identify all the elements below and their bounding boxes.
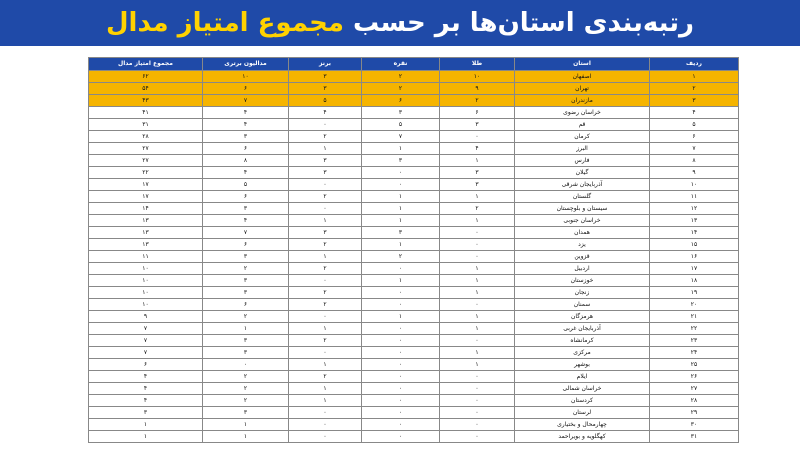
gold-cell: ۰: [440, 335, 515, 347]
table-row: [89, 143, 739, 155]
gold-cell: ۱: [440, 215, 515, 227]
medallion-cell: ۲: [203, 263, 289, 275]
total-cell: ۲۸: [89, 131, 203, 143]
medallion-cell: ۳: [203, 347, 289, 359]
bronze-cell: ۳: [289, 167, 362, 179]
medallion-cell: ۰: [203, 359, 289, 371]
ranking-table-container: [88, 57, 702, 443]
medallion-cell: ۶: [203, 191, 289, 203]
total-cell: ۱۷: [89, 179, 203, 191]
table-header-row: [89, 58, 739, 71]
silver-cell: ۰: [362, 359, 440, 371]
medallion-cell: ۴: [203, 167, 289, 179]
province-cell: هرمزگان: [515, 311, 650, 323]
total-cell: ۲۲: [89, 167, 203, 179]
silver-cell: ۰: [362, 299, 440, 311]
rank-cell: ۸: [650, 155, 739, 167]
province-cell: خوزستان: [515, 275, 650, 287]
rank-cell: ۱: [650, 71, 739, 83]
bronze-cell: ۰: [289, 179, 362, 191]
total-cell: ۶: [89, 359, 203, 371]
table-row: [89, 371, 739, 383]
medallion-cell: ۱: [203, 323, 289, 335]
gold-cell: ۳: [440, 167, 515, 179]
province-cell: لرستان: [515, 407, 650, 419]
medallion-cell: ۶: [203, 299, 289, 311]
total-cell: ۹: [89, 311, 203, 323]
medallion-cell: ۲: [203, 311, 289, 323]
total-cell: ۶۲: [89, 71, 203, 83]
table-row: [89, 203, 739, 215]
table-body: [89, 71, 739, 443]
total-cell: ۴۱: [89, 107, 203, 119]
table-row: [89, 383, 739, 395]
page-title: [106, 8, 694, 38]
silver-cell: ۰: [362, 371, 440, 383]
total-cell: ۴۳: [89, 95, 203, 107]
medallion-cell: ۲: [203, 383, 289, 395]
medallion-cell: ۳: [203, 203, 289, 215]
table-row: [89, 131, 739, 143]
rank-cell: ۱۹: [650, 287, 739, 299]
silver-cell: ۳: [362, 155, 440, 167]
gold-cell: ۱: [440, 275, 515, 287]
rank-cell: ۲۴: [650, 347, 739, 359]
total-cell: ۴: [89, 371, 203, 383]
province-cell: خراسان جنوبی: [515, 215, 650, 227]
gold-cell: ۱: [440, 347, 515, 359]
bronze-cell: ۵: [289, 95, 362, 107]
rank-cell: ۲۲: [650, 323, 739, 335]
rank-cell: ۲۹: [650, 407, 739, 419]
bronze-cell: ۱: [289, 383, 362, 395]
rank-cell: ۲۳: [650, 335, 739, 347]
province-cell: کهگلویه و بویراحمد: [515, 431, 650, 443]
province-cell: زنجان: [515, 287, 650, 299]
gold-cell: ۱: [440, 311, 515, 323]
bronze-cell: ۰: [289, 419, 362, 431]
header-gold: طلا: [440, 58, 515, 71]
province-cell: اصفهان: [515, 71, 650, 83]
province-cell: یزد: [515, 239, 650, 251]
rank-cell: ۲۸: [650, 395, 739, 407]
table-row: [89, 263, 739, 275]
bronze-cell: ۲: [289, 263, 362, 275]
province-cell: سیستان و بلوچستان: [515, 203, 650, 215]
rank-cell: ۱۸: [650, 275, 739, 287]
table-row: [89, 95, 739, 107]
medallion-cell: ۳: [203, 275, 289, 287]
table-row: [89, 431, 739, 443]
medallion-cell: ۶: [203, 83, 289, 95]
bronze-cell: ۳: [289, 83, 362, 95]
rank-cell: ۳: [650, 95, 739, 107]
medallion-cell: ۴: [203, 215, 289, 227]
gold-cell: ۱: [440, 263, 515, 275]
silver-cell: ۰: [362, 395, 440, 407]
total-cell: ۷: [89, 335, 203, 347]
table-row: [89, 275, 739, 287]
province-cell: آذربایجان غربی: [515, 323, 650, 335]
gold-cell: ۱۰: [440, 71, 515, 83]
gold-cell: ۰: [440, 299, 515, 311]
header-medallion: مدالیون برتری: [203, 58, 289, 71]
bronze-cell: ۰: [289, 275, 362, 287]
province-cell: بوشهر: [515, 359, 650, 371]
table-row: [89, 287, 739, 299]
rank-cell: ۱۶: [650, 251, 739, 263]
gold-cell: ۰: [440, 371, 515, 383]
medallion-cell: ۳: [203, 131, 289, 143]
total-cell: ۱۳: [89, 215, 203, 227]
medallion-cell: ۸: [203, 155, 289, 167]
total-cell: ۱۴: [89, 203, 203, 215]
table-row: [89, 299, 739, 311]
silver-cell: ۶: [362, 95, 440, 107]
silver-cell: ۲: [362, 71, 440, 83]
table-row: [89, 335, 739, 347]
total-cell: ۵۴: [89, 83, 203, 95]
medallion-cell: ۷: [203, 95, 289, 107]
rank-cell: ۳۱: [650, 431, 739, 443]
medallion-cell: ۱: [203, 431, 289, 443]
silver-cell: ۳: [362, 107, 440, 119]
silver-cell: ۱: [362, 239, 440, 251]
table-row: [89, 311, 739, 323]
silver-cell: ۰: [362, 323, 440, 335]
table-row: [89, 227, 739, 239]
silver-cell: ۱: [362, 203, 440, 215]
province-cell: البرز: [515, 143, 650, 155]
rank-cell: ۹: [650, 167, 739, 179]
table-row: [89, 119, 739, 131]
bronze-cell: ۱: [289, 215, 362, 227]
rank-cell: ۳۰: [650, 419, 739, 431]
silver-cell: ۰: [362, 287, 440, 299]
silver-cell: ۵: [362, 119, 440, 131]
province-cell: قم: [515, 119, 650, 131]
rank-cell: ۱۰: [650, 179, 739, 191]
province-cell: خراسان شمالی: [515, 383, 650, 395]
bronze-cell: ۱: [289, 251, 362, 263]
rank-cell: ۱۳: [650, 215, 739, 227]
bronze-cell: ۱: [289, 323, 362, 335]
silver-cell: ۰: [362, 419, 440, 431]
medallion-cell: ۶: [203, 239, 289, 251]
medallion-cell: ۱۰: [203, 71, 289, 83]
silver-cell: ۱: [362, 191, 440, 203]
rank-cell: ۲۵: [650, 359, 739, 371]
rank-cell: ۶: [650, 131, 739, 143]
silver-cell: ۳: [362, 227, 440, 239]
rank-cell: ۴: [650, 107, 739, 119]
rank-cell: ۱۴: [650, 227, 739, 239]
table-row: [89, 323, 739, 335]
province-cell: سمنان: [515, 299, 650, 311]
table-row: [89, 395, 739, 407]
total-cell: ۳۱: [89, 119, 203, 131]
gold-cell: ۱: [440, 323, 515, 335]
bronze-cell: ۲: [289, 131, 362, 143]
total-cell: ۱۰: [89, 263, 203, 275]
medallion-cell: ۴: [203, 119, 289, 131]
medallion-cell: ۳: [203, 251, 289, 263]
province-cell: کردستان: [515, 395, 650, 407]
medallion-cell: ۳: [203, 407, 289, 419]
bronze-cell: ۲: [289, 287, 362, 299]
silver-cell: ۲: [362, 251, 440, 263]
table-row: [89, 407, 739, 419]
silver-cell: ۱: [362, 311, 440, 323]
total-cell: ۱۱: [89, 251, 203, 263]
silver-cell: ۷: [362, 131, 440, 143]
gold-cell: ۴: [440, 143, 515, 155]
gold-cell: ۰: [440, 239, 515, 251]
province-cell: گیلان: [515, 167, 650, 179]
province-cell: قزوین: [515, 251, 650, 263]
province-cell: کرمان: [515, 131, 650, 143]
header-province: استان: [515, 58, 650, 71]
medallion-cell: ۴: [203, 107, 289, 119]
rank-cell: ۲۷: [650, 383, 739, 395]
bronze-cell: ۱: [289, 143, 362, 155]
table-row: [89, 179, 739, 191]
bronze-cell: ۱: [289, 359, 362, 371]
header-silver: نقره: [362, 58, 440, 71]
gold-cell: ۰: [440, 227, 515, 239]
rank-cell: ۲۰: [650, 299, 739, 311]
medallion-cell: ۳: [203, 335, 289, 347]
total-cell: ۱۷: [89, 191, 203, 203]
total-cell: ۱۳: [89, 239, 203, 251]
bronze-cell: ۰: [289, 407, 362, 419]
silver-cell: ۰: [362, 431, 440, 443]
medallion-cell: ۲: [203, 371, 289, 383]
table-row: [89, 107, 739, 119]
title-part-1: رتبه‌بندی استان‌ها بر حسب: [353, 8, 695, 38]
table-row: [89, 239, 739, 251]
gold-cell: ۰: [440, 419, 515, 431]
gold-cell: ۱: [440, 287, 515, 299]
province-cell: آذربایجان شرقی: [515, 179, 650, 191]
title-banner: [0, 0, 800, 46]
bronze-cell: ۰: [289, 431, 362, 443]
table-row: [89, 191, 739, 203]
total-cell: ۱: [89, 419, 203, 431]
silver-cell: ۰: [362, 179, 440, 191]
total-cell: ۱۰: [89, 287, 203, 299]
total-cell: ۱۰: [89, 299, 203, 311]
gold-cell: ۱: [440, 155, 515, 167]
table-row: [89, 215, 739, 227]
table-row: [89, 71, 739, 83]
gold-cell: ۲: [440, 95, 515, 107]
gold-cell: ۰: [440, 431, 515, 443]
gold-cell: ۱: [440, 191, 515, 203]
total-cell: ۷: [89, 323, 203, 335]
bronze-cell: ۳: [289, 155, 362, 167]
gold-cell: ۰: [440, 383, 515, 395]
total-cell: ۱۰: [89, 275, 203, 287]
table-row: [89, 155, 739, 167]
silver-cell: ۰: [362, 167, 440, 179]
silver-cell: ۱: [362, 143, 440, 155]
province-cell: خراسان رضوی: [515, 107, 650, 119]
gold-cell: ۱: [440, 359, 515, 371]
province-cell: کرمانشاه: [515, 335, 650, 347]
medallion-cell: ۵: [203, 179, 289, 191]
province-cell: چهارمحال و بختیاری: [515, 419, 650, 431]
medallion-cell: ۳: [203, 287, 289, 299]
province-cell: تهران: [515, 83, 650, 95]
silver-cell: ۰: [362, 347, 440, 359]
province-cell: ایلام: [515, 371, 650, 383]
bronze-cell: ۰: [289, 347, 362, 359]
province-cell: اردبیل: [515, 263, 650, 275]
gold-cell: ۰: [440, 251, 515, 263]
bronze-cell: ۲: [289, 191, 362, 203]
province-cell: فارس: [515, 155, 650, 167]
province-cell: همدان: [515, 227, 650, 239]
header-bronze: برنز: [289, 58, 362, 71]
silver-cell: ۰: [362, 407, 440, 419]
total-cell: ۳: [89, 407, 203, 419]
rank-cell: ۷: [650, 143, 739, 155]
medallion-cell: ۷: [203, 227, 289, 239]
bronze-cell: ۰: [289, 119, 362, 131]
total-cell: ۲۷: [89, 155, 203, 167]
gold-cell: ۰: [440, 407, 515, 419]
gold-cell: ۳: [440, 119, 515, 131]
total-cell: ۷: [89, 347, 203, 359]
province-cell: مرکزی: [515, 347, 650, 359]
medallion-cell: ۲: [203, 395, 289, 407]
table-row: [89, 167, 739, 179]
total-cell: ۴: [89, 395, 203, 407]
rank-cell: ۵: [650, 119, 739, 131]
rank-cell: ۱۵: [650, 239, 739, 251]
total-cell: ۱: [89, 431, 203, 443]
bronze-cell: ۲: [289, 299, 362, 311]
bronze-cell: ۱: [289, 395, 362, 407]
total-cell: ۱۳: [89, 227, 203, 239]
gold-cell: ۰: [440, 395, 515, 407]
medallion-cell: ۶: [203, 143, 289, 155]
silver-cell: ۱: [362, 275, 440, 287]
total-cell: ۲۷: [89, 143, 203, 155]
gold-cell: ۰: [440, 131, 515, 143]
ranking-table: [88, 57, 739, 443]
silver-cell: ۰: [362, 335, 440, 347]
bronze-cell: ۲: [289, 335, 362, 347]
header-rank: ردیف: [650, 58, 739, 71]
table-row: [89, 347, 739, 359]
gold-cell: ۳: [440, 179, 515, 191]
gold-cell: ۹: [440, 83, 515, 95]
table-row: [89, 83, 739, 95]
silver-cell: ۰: [362, 263, 440, 275]
province-cell: مازندران: [515, 95, 650, 107]
bronze-cell: ۰: [289, 311, 362, 323]
medallion-cell: ۱: [203, 419, 289, 431]
rank-cell: ۲۱: [650, 311, 739, 323]
bronze-cell: ۴: [289, 107, 362, 119]
rank-cell: ۱۷: [650, 263, 739, 275]
total-cell: ۴: [89, 383, 203, 395]
bronze-cell: ۲: [289, 239, 362, 251]
rank-cell: ۱۱: [650, 191, 739, 203]
bronze-cell: ۲: [289, 371, 362, 383]
table-row: [89, 359, 739, 371]
bronze-cell: ۳: [289, 71, 362, 83]
header-total: مجموع امتیاز مدال: [89, 58, 203, 71]
rank-cell: ۲۶: [650, 371, 739, 383]
bronze-cell: ۰: [289, 203, 362, 215]
gold-cell: ۶: [440, 107, 515, 119]
bronze-cell: ۳: [289, 227, 362, 239]
silver-cell: ۱: [362, 215, 440, 227]
gold-cell: ۲: [440, 203, 515, 215]
rank-cell: ۱۲: [650, 203, 739, 215]
rank-cell: ۲: [650, 83, 739, 95]
table-row: [89, 251, 739, 263]
province-cell: گلستان: [515, 191, 650, 203]
table-row: [89, 419, 739, 431]
silver-cell: ۲: [362, 83, 440, 95]
silver-cell: ۰: [362, 383, 440, 395]
title-part-2: مجموع امتیاز مدال: [105, 8, 344, 38]
